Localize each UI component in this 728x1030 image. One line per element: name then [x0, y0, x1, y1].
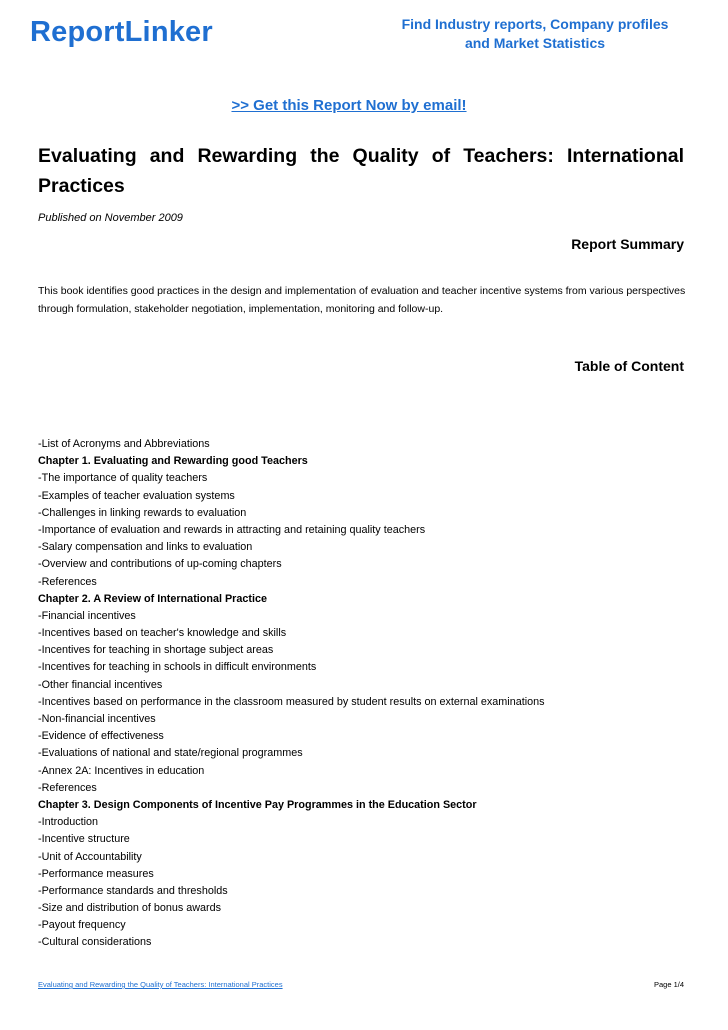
toc-chapter-heading: Chapter 2. A Review of International Practice [38, 592, 267, 605]
table-of-content-list [38, 436, 698, 952]
toc-item: -Payout frequency [38, 919, 126, 932]
toc-item: -Importance of evaluation and rewards in attracting and retaining quality teachers [38, 523, 426, 536]
toc-item: -Incentives based on teacher's knowledge and skills [38, 627, 287, 640]
toc-item: -Overview and contributions of up-coming chapters [38, 558, 282, 571]
table-of-content-heading: Table of Content [574, 358, 684, 374]
toc-item: -Incentive structure [38, 833, 130, 846]
toc-item: -Incentives for teaching in schools in difficult environments [38, 661, 317, 674]
toc-item: -Financial incentives [38, 609, 136, 622]
page-number: Page 1/4 [653, 980, 684, 989]
published-date: Published on November 2009 [38, 212, 183, 224]
toc-item: -Performance measures [38, 867, 154, 880]
header-tagline [385, 15, 685, 53]
report-summary-text: This book identifies good practices in the design and implementation of evaluation and teacher incentive systems from various perspectives through formulation, stakeholder negotiation, implementation, monitoring and follow-up. [38, 285, 686, 315]
toc-item: -Salary compensation and links to evaluation [38, 541, 253, 554]
toc-item: -Size and distribution of bonus awards [38, 902, 222, 915]
report-summary-heading: Report Summary [571, 236, 684, 252]
toc-item: -References [38, 575, 97, 588]
toc-item: -Evidence of effectiveness [38, 730, 164, 743]
toc-item: -Other financial incentives [38, 678, 163, 691]
report-title: Evaluating and Rewarding the Quality of Teachers: International Practices [38, 145, 684, 197]
toc-chapter-heading: Chapter 3. Design Components of Incentive Pay Programmes in the Education Sector [38, 798, 477, 811]
reportlinker-logo[interactable]: ReportLinker [30, 16, 213, 48]
toc-item: -Introduction [38, 816, 99, 829]
toc-item: -List of Acronyms and Abbreviations [38, 438, 210, 450]
toc-item: -Challenges in linking rewards to evaluation [38, 506, 247, 519]
toc-item: -Annex 2A: Incentives in education [38, 764, 205, 777]
footer-report-link[interactable]: Evaluating and Rewarding the Quality of Teachers: International Practices [38, 980, 283, 989]
get-report-link[interactable]: >> Get this Report Now by email! [231, 97, 467, 114]
toc-item: -Unit of Accountability [38, 850, 142, 863]
toc-item: -Incentives based on performance in the classroom measured by student results on external examinations [38, 695, 545, 708]
toc-item: -The importance of quality teachers [38, 472, 208, 485]
tagline-line-2: and Market Statistics [464, 35, 606, 51]
toc-item: -Evaluations of national and state/regional programmes [38, 747, 303, 760]
toc-item: -Examples of teacher evaluation systems [38, 489, 235, 502]
toc-chapter-heading: Chapter 1. Evaluating and Rewarding good Teachers [38, 455, 308, 468]
toc-item: -Performance standards and thresholds [38, 884, 228, 897]
tagline-line-1: Find Industry reports, Company profiles [401, 16, 669, 32]
toc-item: -References [38, 781, 97, 794]
get-report-banner [0, 97, 728, 115]
toc-item: -Cultural considerations [38, 936, 152, 949]
toc-item: -Incentives for teaching in shortage subject areas [38, 644, 274, 657]
toc-item: -Non-financial incentives [38, 713, 156, 725]
